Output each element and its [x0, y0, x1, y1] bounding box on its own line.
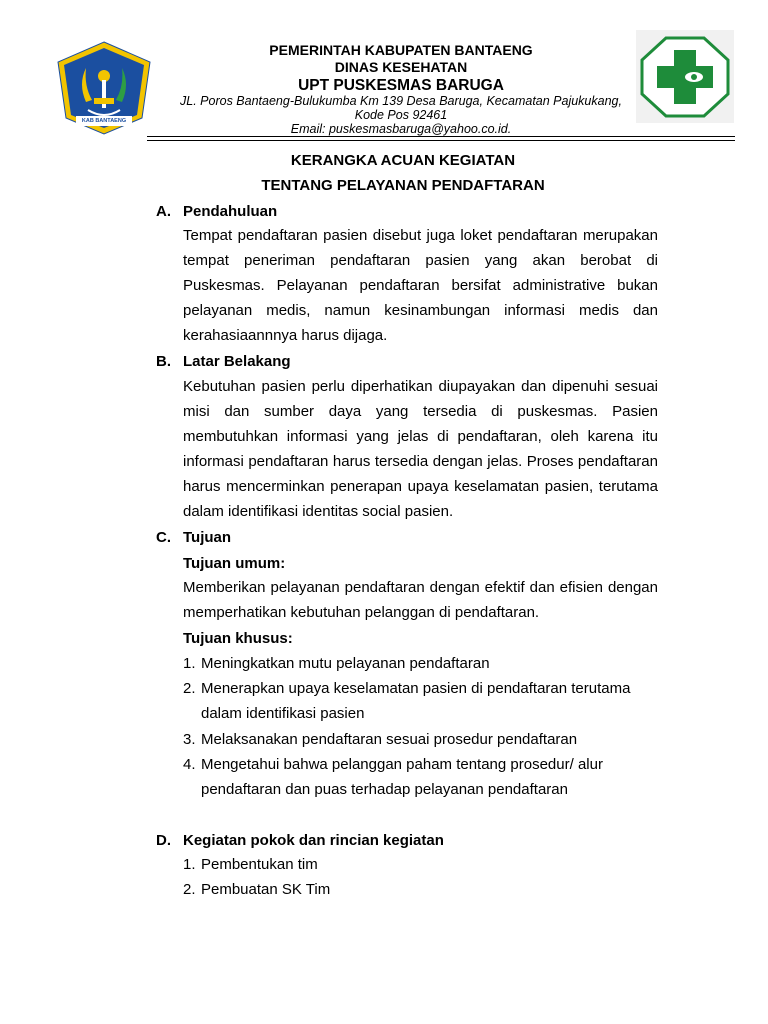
email-address: Email: puskesmasbaruga@yahoo.co.id. — [290, 122, 512, 136]
list-item — [183, 877, 663, 902]
list-item — [183, 651, 663, 676]
section-b-paragraph: Kebutuhan pasien perlu diperhatikan diupayakan dan dipenuhi sesuai misi dan sumber daya yang tersedia di puskesmas. Pasien membutuhkan informasi yang jelas di pendaftaran, oleh karena itu informasi pendaftaran harus tersedia dengan jelas. Proses pendaftaran harus mencerminkan penerapan upaya keselamatan pasien, terutama dalam identifikasi identitas social pasien. — [183, 378, 658, 521]
list-number: 2. — [183, 680, 196, 697]
document-title: KERANGKA ACUAN KEGIATAN — [290, 152, 516, 169]
list-item — [183, 852, 663, 877]
section-letter: D. — [156, 832, 171, 849]
list-number: 1. — [183, 655, 196, 672]
postal-code: Kode Pos 92461 — [354, 108, 448, 122]
section-letter: A. — [156, 203, 171, 220]
section-c-heading — [156, 529, 231, 546]
list-text: Pembuatan SK Tim — [201, 881, 331, 898]
list-number: 3. — [183, 731, 196, 748]
section-title: Pendahuluan — [183, 203, 278, 220]
address-line: JL. Poros Bantaeng-Bulukumba Km 139 Desa Baruga, Kecamatan Pajukukang, — [180, 94, 622, 108]
list-text: Pembentukan tim — [201, 856, 318, 873]
list-text: Menerapkan upaya keselamatan pasien di pendaftaran terutama — [201, 680, 631, 697]
tujuan-khusus-heading: Tujuan khusus: — [183, 630, 293, 647]
section-a-heading — [156, 203, 277, 220]
logo-banner-text: KAB BANTAENG — [81, 118, 127, 124]
section-a-paragraph: Tempat pendaftaran pasien disebut juga loket pendaftaran merupakan tempat peneriman pendaftaran pasien yang akan berobat di Puskesmas. Pelayanan pendaftaran bersifat administrative bukan pelayanan medis, namun kesinambungan informasi medis dan kerahasiaannnya harus dijaga. — [183, 227, 658, 345]
puskesmas-logo — [636, 30, 734, 123]
list-number: 1. — [183, 856, 196, 873]
section-d-heading — [156, 832, 444, 849]
section-title: Latar Belakang — [183, 353, 291, 370]
tujuan-umum-heading: Tujuan umum: — [183, 555, 286, 572]
section-title: Kegiatan pokok dan rincian kegiatan — [183, 832, 444, 849]
list-text-continued: dalam identifikasi pasien — [201, 705, 365, 723]
list-item — [183, 676, 663, 726]
header-divider — [147, 136, 735, 137]
department-name: DINAS KESEHATAN — [334, 59, 468, 75]
list-text: Mengetahui bahwa pelanggan paham tentang prosedur/ alur — [201, 756, 603, 773]
section-b-heading — [156, 353, 291, 370]
list-item — [183, 752, 663, 802]
puskesmas-cross-icon — [636, 30, 734, 123]
kabupaten-logo — [56, 40, 152, 136]
section-letter: C. — [156, 529, 171, 546]
list-text: Meningkatkan mutu pelayanan pendaftaran — [201, 655, 490, 672]
document-subtitle: TENTANG PELAYANAN PENDAFTARAN — [261, 177, 545, 194]
list-text-continued: pendaftaran dan puas terhadap pelayanan pendaftaran — [201, 781, 568, 799]
list-text: Melaksanakan pendaftaran sesuai prosedur pendaftaran — [201, 731, 578, 748]
institution-name: UPT PUSKESMAS BARUGA — [298, 77, 504, 94]
list-item — [183, 727, 663, 752]
header-divider-thin — [147, 140, 735, 141]
government-name: PEMERINTAH KABUPATEN BANTAENG — [269, 42, 533, 58]
section-letter: B. — [156, 353, 171, 370]
tujuan-umum-paragraph: Memberikan pelayanan pendaftaran dengan efektif dan efisien dengan memperhatikan kebutuhan pelanggan di pendaftaran. — [183, 579, 658, 622]
list-number: 4. — [183, 756, 196, 773]
section-title: Tujuan — [183, 529, 232, 546]
list-number: 2. — [183, 881, 196, 898]
